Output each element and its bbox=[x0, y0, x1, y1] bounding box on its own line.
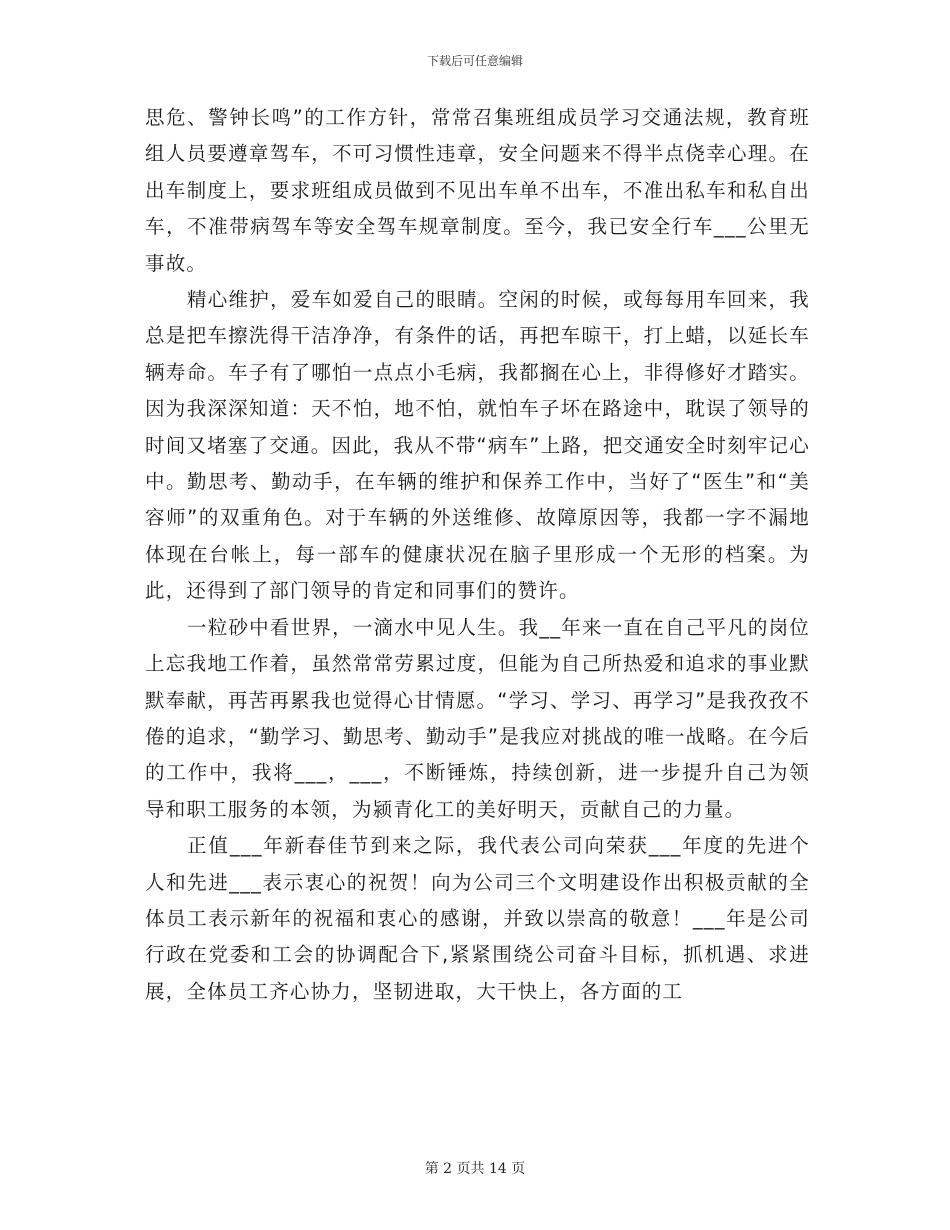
paragraph-vehicle-maintenance: 精心维护，爱车如爱自己的眼睛。空闲的时候，或每每用车回来，我总是把车擦洗得干洁净净，有条件的话，再把车晾干，打上蜡，以延长车辆寿命。车子有了哪怕一点点小毛病，我都搁在心上，非得修好才踏实。因为我深深知道：天不怕，地不怕，就怕车子坏在路途中，耽误了领导的时间又堵塞了交通。因此，我从不带“病车”上路，把交通安全时刻牢记心中。勤思考、勤动手，在车辆的维护和保养工作中，当好了“医生”和“美容师”的双重角色。对于车辆的外送维修、故障原因等，我都一字不漏地体现在台帐上，每一部车的健康状况在脑子里形成一个无形的档案。为此，还得到了部门领导的肯定和同事们的赞许。 bbox=[145, 288, 810, 603]
paragraph-new-year-greeting: 正值___年新春佳节到来之际，我代表公司向荣获___年度的先进个人和先进___表示衷心的祝贺！向为公司三个文明建设作出积极贡献的全体员工表示新年的祝福和衷心的感谢，并致以崇高的敬意！___年是公司行政在党委和工会的协调配合下,紧紧围绕公司奋斗目标，抓机遇、求进展，全体员工齐心协力，坚韧进取，大干快上，各方面的工 bbox=[145, 834, 810, 1003]
page-number-footer: 第 2 页共 14 页 bbox=[424, 1161, 526, 1177]
paragraph-continuation: 思危、警钟长鸣”的工作方针，常常召集班组成员学习交通法规，教育班组人员要遵章驾车，不可习惯性违章，安全问题来不得半点侥幸心理。在出车制度上，要求班组成员做到不见出车单不出车，不准出私车和私自出车，不准带病驾车等安全驾车规章制度。至今，我已安全行车___公里无事故。 bbox=[145, 106, 810, 275]
page-header: 下载后可任意编辑 bbox=[426, 54, 523, 68]
paragraph-self-reflection: 一粒砂中看世界，一滴水中见人生。我__年来一直在自己平凡的岗位上忘我地工作着，虽然常常劳累过度，但能为自己所热爱和追求的事业默默奉献，再苦再累我也觉得心甘情愿。“学习、学习、再学习”是我孜孜不倦的追求，“勤学习、勤思考、勤动手”是我应对挑战的唯一战略。在今后的工作中，我将___，___，不断锤炼，持续创新，进一步提升自己为领导和职工服务的本领，为颍青化工的美好明天，贡献自己的力量。 bbox=[145, 615, 810, 821]
document-body bbox=[145, 100, 810, 1010]
